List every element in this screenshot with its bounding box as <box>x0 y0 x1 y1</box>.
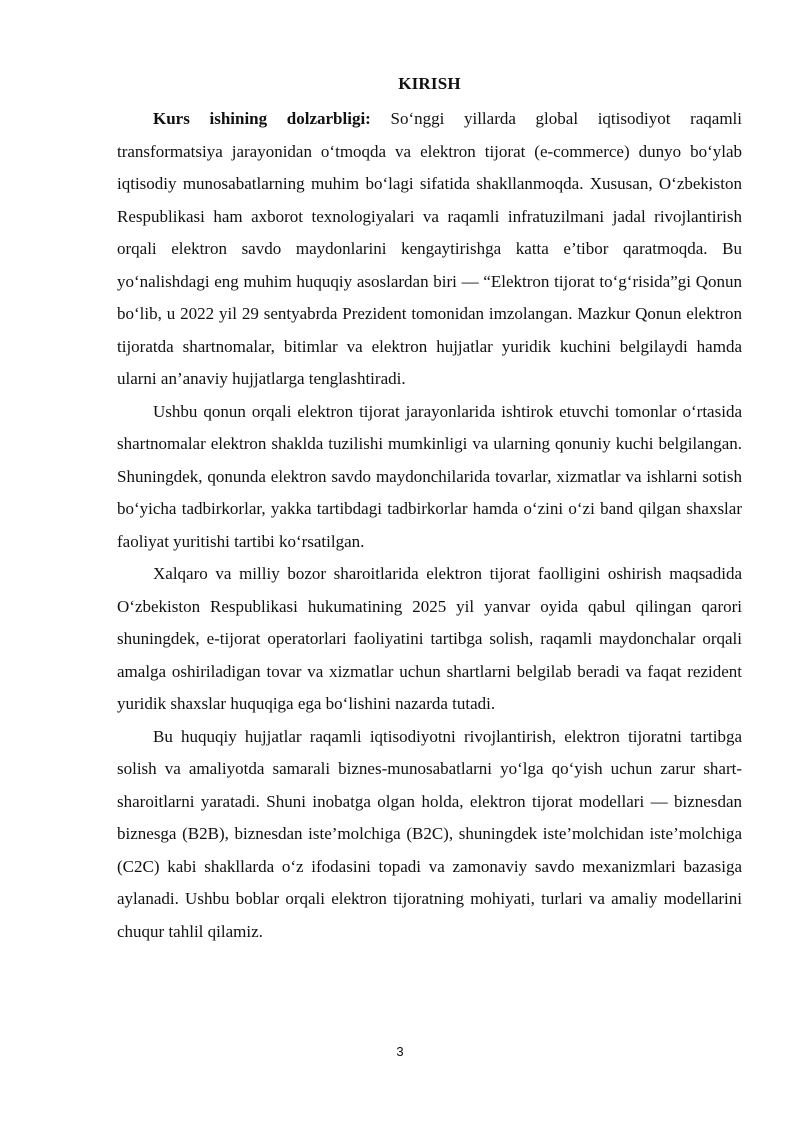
paragraph-text: So‘nggi yillarda global iqtisodiyot raqamli transformatsiya jarayonidan o‘tmoqda va elektron tijorat (e-commerce) dunyo bo‘ylab iqtisodiy munosabatlarning muhim bo‘lagi sifatida shakllanmoqda. Xususan, O‘zbekiston Respublikasi ham axborot texnologiyalari va raqamli infratuzilmani jadal rivojlantirish orqali elektron savdo maydonlarini kengaytirishga katta e’tibor qaratmoqda. Bu yo‘nalishdagi eng muhim huquqiy asoslardan biri — “Elektron tijorat to‘g‘risida”gi Qonun bo‘lib, u 2022 yil 29 sentyabrda Prezident tomonidan imzolangan. Mazkur Qonun elektron tijoratda shartnomalar, bitimlar va elektron hujjatlar yuridik kuchini belgilaydi hamda ularni an’anaviy hujjatlarga tenglashtiradi. <box>117 109 742 388</box>
page-number: 3 <box>396 1044 404 1059</box>
paragraph-relevance <box>117 103 742 396</box>
paragraph-law-contracts: Ushbu qonun orqali elektron tijorat jarayonlarida ishtirok etuvchi tomonlar o‘rtasida shartnomalar elektron shaklda tuzilishi mumkinligi va ularning qonuniy kuchi belgilangan. Shuningdek, qonunda elektron savdo maydonchilarida tovarlar, xizmatlar va ishlarni sotish bo‘yicha tadbirkorlar, yakka tartibdagi tadbirkorlar hamda o‘zini o‘zi band qilgan shaxslar faoliyat yuritishi tartibi ko‘rsatilgan. <box>117 401 742 551</box>
section-title: KIRISH <box>398 74 461 93</box>
paragraph-lead: Kurs ishining dolzarbligi: <box>153 109 371 128</box>
paragraph-ecommerce-models: Bu huquqiy hujjatlar raqamli iqtisodiyotni rivojlantirish, elektron tijoratni tartibga solish va amaliyotda samarali biznes-munosabatlarni yo‘lga qo‘yish uchun zarur shart-sharoitlarni yaratadi. Shuni inobatga olgan holda, elektron tijorat modellari — biznesdan biznesga (B2B), biznesdan iste’molchiga (B2C), shuningdek iste’molchidan iste’molchiga (C2C) kabi shakllarda o‘z ifodasini topadi va zamonaviy savdo mexanizmlari bazasiga aylanadi. Ushbu boblar orqali elektron tijoratning mohiyati, turlari va amaliy modellarini chuqur tahlil qilamiz. <box>117 726 742 941</box>
paragraph-government-decision: Xalqaro va milliy bozor sharoitlarida elektron tijorat faolligini oshirish maqsadida O‘zbekiston Respublikasi hukumatining 2025 yil yanvar oyida qabul qilingan qarori shuningdek, e-tijorat operatorlari faoliyatini tartibga solish, raqamli maydonchalar orqali amalga oshiriladigan tovar va xizmatlar uchun shartlarni belgilab beradi va faqat rezident yuridik shaxslar huquqiga ega bo‘lishini nazarda tutadi. <box>117 564 742 713</box>
document-page <box>117 72 742 948</box>
